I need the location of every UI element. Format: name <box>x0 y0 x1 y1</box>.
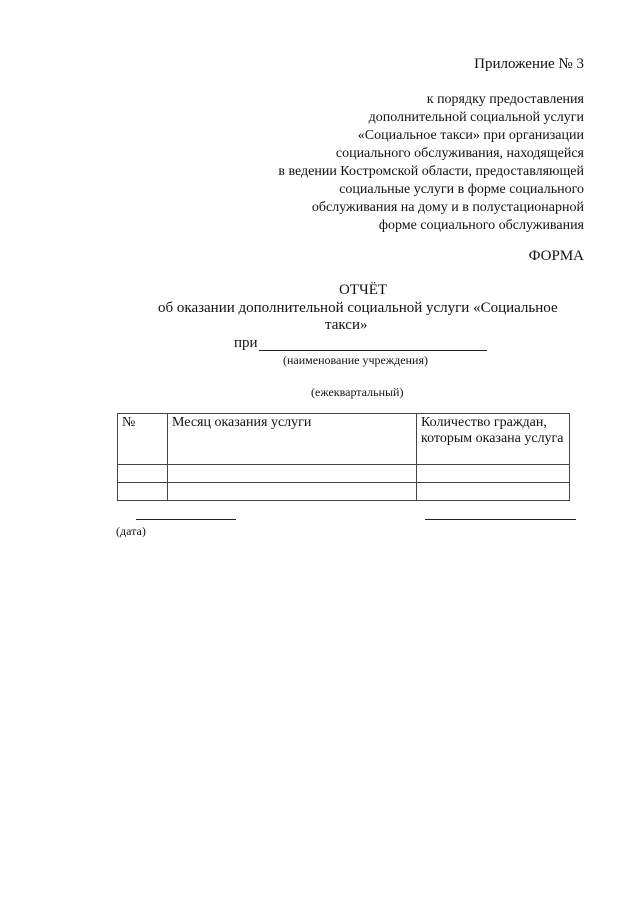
table-cell <box>168 465 417 483</box>
date-line <box>136 519 236 520</box>
header-count: Количество граждан, которым оказана услуга <box>417 414 570 465</box>
report-table <box>117 413 570 501</box>
header-month: Месяц оказания услуги <box>168 414 417 465</box>
table-row <box>118 483 570 501</box>
institution-label: при <box>234 335 258 351</box>
institution-blank-line <box>259 350 487 351</box>
form-label: ФОРМА <box>528 248 584 264</box>
table-cell <box>168 483 417 501</box>
preamble-line: социального обслуживания, находящейся <box>335 146 584 161</box>
table-cell <box>118 465 168 483</box>
preamble-line: в ведении Костромской области, предоставляющей <box>278 164 584 179</box>
appendix-number: Приложение № 3 <box>474 56 584 72</box>
table-row <box>118 465 570 483</box>
report-title: ОТЧЁТ <box>338 282 388 298</box>
period-caption: (ежеквартальный) <box>311 385 404 399</box>
institution-caption: (наименование учреждения) <box>283 353 428 367</box>
preamble-line: социальные услуги в форме социального <box>339 182 584 197</box>
report-subtitle: об оказании дополнительной социальной услуги «Социальное <box>158 300 558 316</box>
preamble-line: «Социальное такси» при организации <box>357 128 584 143</box>
date-caption: (дата) <box>116 524 146 538</box>
table-cell <box>417 483 570 501</box>
signature-line <box>425 519 576 520</box>
header-number: № <box>118 414 168 465</box>
table-cell <box>118 483 168 501</box>
preamble-line: к порядку предоставления <box>426 92 584 107</box>
report-subtitle-cont: такси» <box>325 317 368 333</box>
preamble-line: форме социального обслуживания <box>378 218 584 233</box>
table-cell <box>417 465 570 483</box>
preamble-line: дополнительной социальной услуги <box>368 110 584 125</box>
table-header-row <box>118 414 570 465</box>
preamble-line: обслуживания на дому и в полустационарной <box>311 200 584 215</box>
